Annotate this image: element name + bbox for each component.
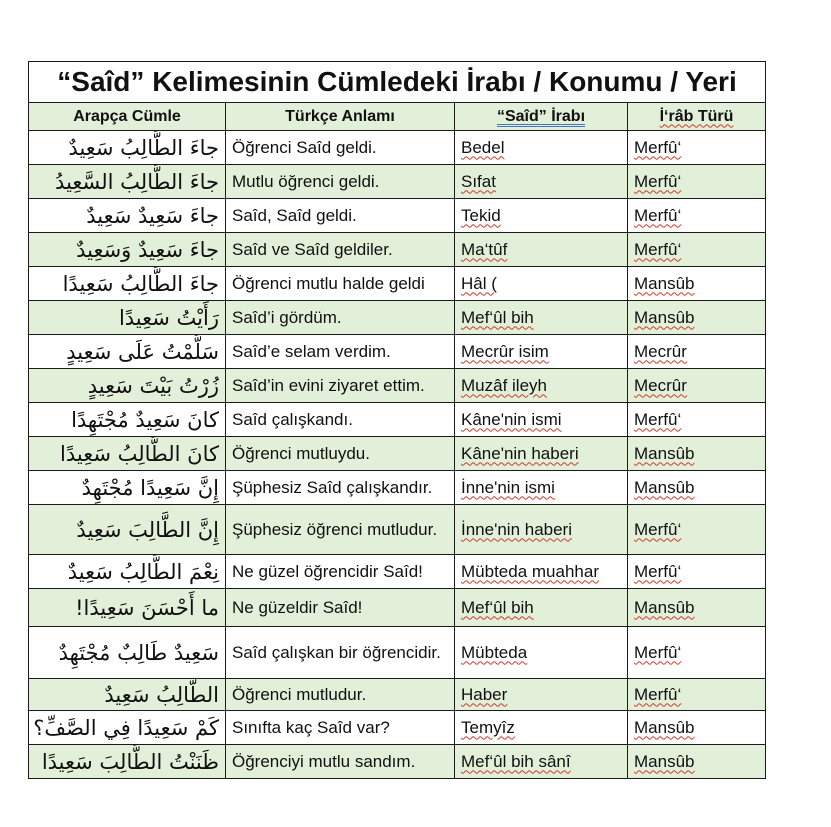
arabic-sentence-cell: سَعِيدٌ طَالِبٌ مُجْتَهِدٌ <box>29 627 226 679</box>
irab-cell-text: Temyîz <box>461 717 515 737</box>
table-row <box>29 131 766 165</box>
header-irab-text: “Saîd” İrabı <box>496 107 586 125</box>
turkish-meaning-cell: Ne güzel öğrencidir Saîd! <box>226 555 455 589</box>
arabic-sentence-cell: ظَنَنْتُ الطَّالِبَ سَعِيدًا <box>29 745 226 779</box>
arabic-sentence-cell: كانَ الطَّالِبُ سَعِيدًا <box>29 437 226 471</box>
irab-cell <box>455 471 628 505</box>
arabic-sentence-cell: سَلَّمْتُ عَلَى سَعِيدٍ <box>29 335 226 369</box>
irab-type-cell <box>628 369 766 403</box>
irab-type-cell <box>628 437 766 471</box>
irab-cell-text: Sıfat <box>461 171 496 191</box>
irab-type-cell-text: Merfû‘ <box>634 137 682 157</box>
irab-type-cell-text: Mansûb <box>634 597 695 617</box>
irab-cell <box>455 627 628 679</box>
irab-type-cell <box>628 555 766 589</box>
table-row <box>29 301 766 335</box>
irab-cell <box>455 267 628 301</box>
table-row <box>29 369 766 403</box>
arabic-sentence-cell: إِنَّ الطَّالِبَ سَعِيدٌ <box>29 505 226 555</box>
irab-cell <box>455 589 628 627</box>
irab-cell <box>455 233 628 267</box>
arabic-sentence-cell: جاءَ الطَّالِبُ سَعِيدًا <box>29 267 226 301</box>
irab-cell <box>455 369 628 403</box>
table-row <box>29 437 766 471</box>
header-arabic: Arapça Cümle <box>29 103 226 131</box>
table-row <box>29 679 766 711</box>
irab-cell <box>455 505 628 555</box>
irab-type-cell-text: Mansûb <box>634 477 695 497</box>
arabic-sentence-cell: زُرْتُ بَيْتَ سَعِيدٍ <box>29 369 226 403</box>
irab-cell-text: Muzâf ileyh <box>461 375 547 395</box>
turkish-meaning-cell: Mutlu öğrenci geldi. <box>226 165 455 199</box>
table-row <box>29 199 766 233</box>
arabic-sentence-cell: رَأَيْتُ سَعِيدًا <box>29 301 226 335</box>
irab-type-cell <box>628 505 766 555</box>
irab-cell-text: Mübteda muahhar <box>461 561 599 581</box>
irab-type-cell-text: Mansûb <box>634 717 695 737</box>
table-row <box>29 627 766 679</box>
turkish-meaning-cell: Şüphesiz öğrenci mutludur. <box>226 505 455 555</box>
irab-cell-text: Tekid <box>461 205 501 225</box>
turkish-meaning-cell: Saîd ve Saîd geldiler. <box>226 233 455 267</box>
table-title: “Saîd” Kelimesinin Cümledeki İrabı / Konumu / Yeri <box>29 62 766 103</box>
table-row <box>29 267 766 301</box>
irab-cell <box>455 403 628 437</box>
irab-cell-text: Mef‘ûl bih <box>461 307 534 327</box>
table-row <box>29 505 766 555</box>
irab-cell-text: İnne'nin haberi <box>461 519 572 539</box>
irab-cell-text: Haber <box>461 684 508 704</box>
irab-type-cell <box>628 165 766 199</box>
table-row <box>29 233 766 267</box>
table-row <box>29 711 766 745</box>
table-row <box>29 335 766 369</box>
header-type-text: İ‘râb Türü <box>659 107 734 125</box>
turkish-meaning-cell: Öğrenci mutludur. <box>226 679 455 711</box>
irab-cell-text: Ma‘tûf <box>461 239 508 259</box>
arabic-sentence-cell: جاءَ الطَّالِبُ سَعِيدٌ <box>29 131 226 165</box>
arabic-sentence-cell: جاءَ سَعِيدٌ سَعِيدٌ <box>29 199 226 233</box>
arabic-sentence-cell: إِنَّ سَعِيدًا مُجْتَهِدٌ <box>29 471 226 505</box>
turkish-meaning-cell: Saîd, Saîd geldi. <box>226 199 455 233</box>
irab-type-cell-text: Merfû‘ <box>634 519 682 539</box>
irab-type-cell <box>628 267 766 301</box>
irab-cell <box>455 199 628 233</box>
irab-type-cell <box>628 301 766 335</box>
irab-cell <box>455 131 628 165</box>
turkish-meaning-cell: Öğrenci mutlu halde geldi <box>226 267 455 301</box>
irab-cell <box>455 745 628 779</box>
irab-type-cell <box>628 589 766 627</box>
irab-type-cell-text: Mansûb <box>634 751 695 771</box>
irab-cell <box>455 711 628 745</box>
irab-cell <box>455 335 628 369</box>
turkish-meaning-cell: Şüphesiz Saîd çalışkandır. <box>226 471 455 505</box>
arabic-sentence-cell: الطَّالِبُ سَعِيدٌ <box>29 679 226 711</box>
table-body <box>29 131 766 779</box>
irab-type-cell <box>628 233 766 267</box>
irab-type-cell-text: Merfû‘ <box>634 561 682 581</box>
irab-cell <box>455 555 628 589</box>
turkish-meaning-cell: Saîd’i gördüm. <box>226 301 455 335</box>
irab-type-cell <box>628 403 766 437</box>
irab-type-cell <box>628 335 766 369</box>
irab-cell-text: Hâl ( <box>461 273 497 293</box>
turkish-meaning-cell: Saîd çalışkan bir öğrencidir. <box>226 627 455 679</box>
header-type <box>628 103 766 131</box>
irab-cell-text: İnne'nin ismi <box>461 477 555 497</box>
arabic-sentence-cell: ما أَحْسَنَ سَعِيدًا! <box>29 589 226 627</box>
table-row <box>29 471 766 505</box>
irab-type-cell-text: Merfû‘ <box>634 642 682 662</box>
header-turkish: Türkçe Anlamı <box>226 103 455 131</box>
arabic-sentence-cell: جاءَ سَعِيدٌ وَسَعِيدٌ <box>29 233 226 267</box>
irab-type-cell <box>628 679 766 711</box>
header-row <box>29 103 766 131</box>
irab-cell-text: Mecrûr isim <box>461 341 549 361</box>
irab-type-cell-text: Merfû‘ <box>634 239 682 259</box>
irab-cell <box>455 301 628 335</box>
irab-type-cell-text: Merfû‘ <box>634 171 682 191</box>
table-row <box>29 403 766 437</box>
irab-type-cell-text: Merfû‘ <box>634 205 682 225</box>
arabic-sentence-cell: كَمْ سَعِيدًا فِي الصَّفِّ؟ <box>29 711 226 745</box>
irab-cell-text: Kâne'nin haberi <box>461 443 579 463</box>
irab-cell <box>455 437 628 471</box>
irab-type-cell-text: Mansûb <box>634 273 695 293</box>
turkish-meaning-cell: Saîd’e selam verdim. <box>226 335 455 369</box>
irab-cell <box>455 679 628 711</box>
irab-type-cell-text: Merfû‘ <box>634 409 682 429</box>
irab-type-cell-text: Mecrûr <box>634 375 687 395</box>
irab-type-cell <box>628 711 766 745</box>
irab-type-cell-text: Mansûb <box>634 443 695 463</box>
irab-cell <box>455 165 628 199</box>
turkish-meaning-cell: Saîd’in evini ziyaret ettim. <box>226 369 455 403</box>
irab-type-cell <box>628 745 766 779</box>
irab-type-cell <box>628 627 766 679</box>
irab-cell-text: Mef‘ûl bih <box>461 597 534 617</box>
turkish-meaning-cell: Ne güzeldir Saîd! <box>226 589 455 627</box>
table-row <box>29 745 766 779</box>
irab-type-cell-text: Mansûb <box>634 307 695 327</box>
arabic-sentence-cell: جاءَ الطَّالِبُ السَّعِيدُ <box>29 165 226 199</box>
irab-type-cell <box>628 131 766 165</box>
irab-cell-text: Mübteda <box>461 642 528 662</box>
irab-type-cell <box>628 199 766 233</box>
turkish-meaning-cell: Öğrenci mutluydu. <box>226 437 455 471</box>
irab-type-cell-text: Mecrûr <box>634 341 687 361</box>
turkish-meaning-cell: Saîd çalışkandı. <box>226 403 455 437</box>
irab-cell-text: Bedel <box>461 137 505 157</box>
irab-type-cell-text: Merfû‘ <box>634 684 682 704</box>
irab-table <box>28 61 766 779</box>
irab-cell-text: Mef‘ûl bih sânî <box>461 751 571 771</box>
irab-cell-text: Kâne'nin ismi <box>461 409 562 429</box>
table-row <box>29 555 766 589</box>
irab-type-cell <box>628 471 766 505</box>
table-row <box>29 165 766 199</box>
turkish-meaning-cell: Sınıfta kaç Saîd var? <box>226 711 455 745</box>
arabic-sentence-cell: كانَ سَعِيدٌ مُجْتَهِدًا <box>29 403 226 437</box>
turkish-meaning-cell: Öğrenciyi mutlu sandım. <box>226 745 455 779</box>
table-row <box>29 589 766 627</box>
header-irab <box>455 103 628 131</box>
arabic-sentence-cell: نِعْمَ الطَّالِبُ سَعِيدٌ <box>29 555 226 589</box>
turkish-meaning-cell: Öğrenci Saîd geldi. <box>226 131 455 165</box>
